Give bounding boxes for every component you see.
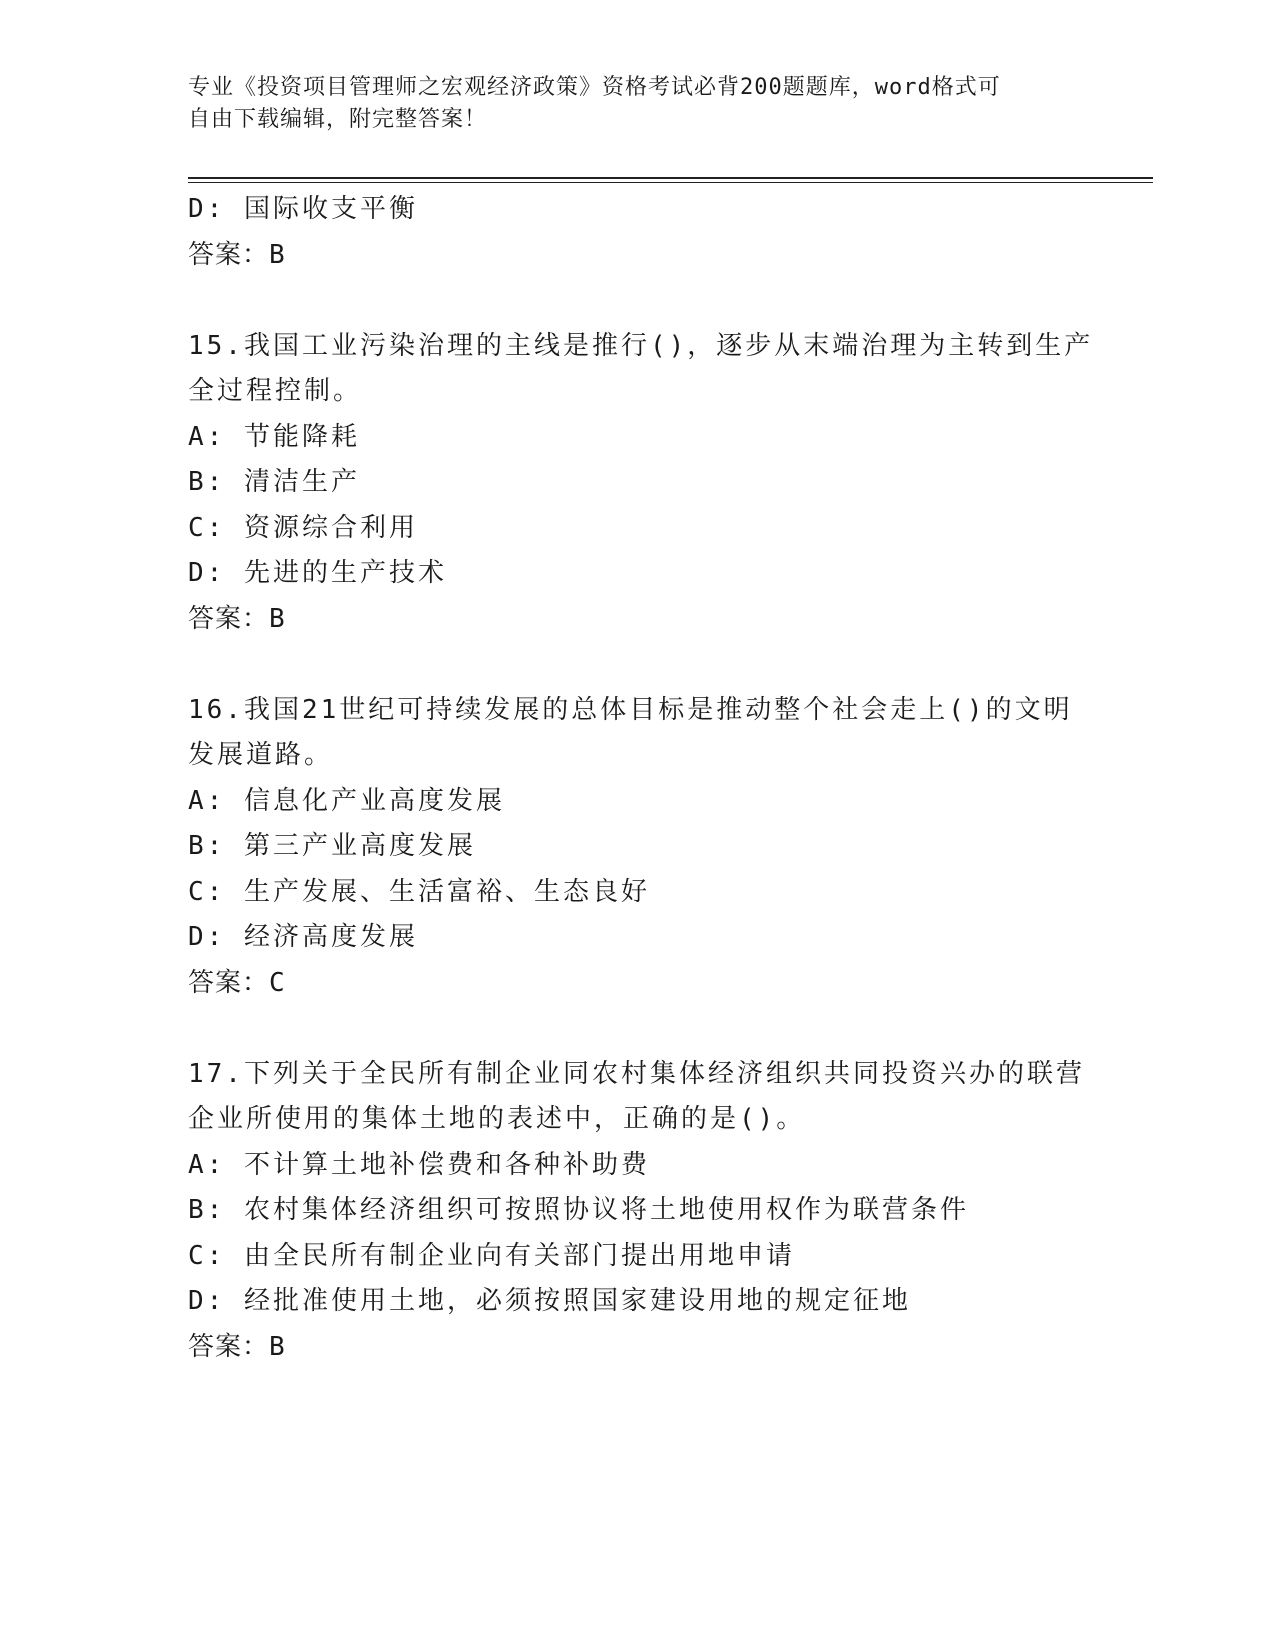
question-list bbox=[188, 187, 1094, 1370]
page-header bbox=[188, 72, 1088, 136]
question-stem: 15.我国工业污染治理的主线是推行()，逐步从末端治理为主转到生产 bbox=[188, 330, 1094, 361]
question-stem-cont: 发展道路。 bbox=[188, 740, 334, 770]
question-15 bbox=[188, 324, 1094, 643]
option-c: C: 资源综合利用 bbox=[188, 512, 418, 543]
option-a: A: 节能降耗 bbox=[188, 421, 360, 452]
option-a: A: 不计算土地补偿费和各种补助费 bbox=[188, 1149, 650, 1180]
option-c: C: 生产发展、生活富裕、生态良好 bbox=[188, 876, 650, 907]
header-line-1: 专业《投资项目管理师之宏观经济政策》资格考试必背200题题库，word格式可 bbox=[188, 75, 1001, 100]
option-b: B: 第三产业高度发展 bbox=[188, 831, 476, 861]
answer-line: 答案：C bbox=[188, 967, 286, 998]
option-a: A: 信息化产业高度发展 bbox=[188, 785, 505, 816]
option-b: B: 清洁生产 bbox=[188, 467, 360, 497]
answer-line: 答案：B bbox=[188, 239, 286, 270]
header-line-2: 自由下载编辑，附完整答案！ bbox=[188, 107, 488, 132]
question-stem: 17.下列关于全民所有制企业同农村集体经济组织共同投资兴办的联营 bbox=[188, 1058, 1085, 1089]
header-rule-thin bbox=[188, 182, 1153, 183]
option-d: D: 经济高度发展 bbox=[188, 922, 418, 952]
answer-line: 答案：B bbox=[188, 1331, 286, 1362]
option-c: C: 由全民所有制企业向有关部门提出用地申请 bbox=[188, 1240, 795, 1271]
header-rule-thick bbox=[188, 177, 1153, 179]
option-d: D: 经批准使用土地，必须按照国家建设用地的规定征地 bbox=[188, 1286, 911, 1316]
question-stem: 16.我国21世纪可持续发展的总体目标是推动整个社会走上()的文明 bbox=[188, 694, 1073, 725]
option-d: D: 国际收支平衡 bbox=[188, 194, 418, 224]
option-b: B: 农村集体经济组织可按照协议将土地使用权作为联营条件 bbox=[188, 1195, 969, 1225]
spacer bbox=[188, 278, 1088, 324]
question-17 bbox=[188, 1052, 1088, 1371]
question-stem-cont: 企业所使用的集体土地的表述中，正确的是()。 bbox=[188, 1104, 806, 1134]
option-d: D: 先进的生产技术 bbox=[188, 558, 447, 588]
answer-line: 答案：B bbox=[188, 603, 286, 634]
question-16 bbox=[188, 688, 1088, 1007]
spacer bbox=[188, 1006, 1088, 1052]
question-stem-cont: 全过程控制。 bbox=[188, 376, 363, 406]
spacer bbox=[188, 642, 1088, 688]
